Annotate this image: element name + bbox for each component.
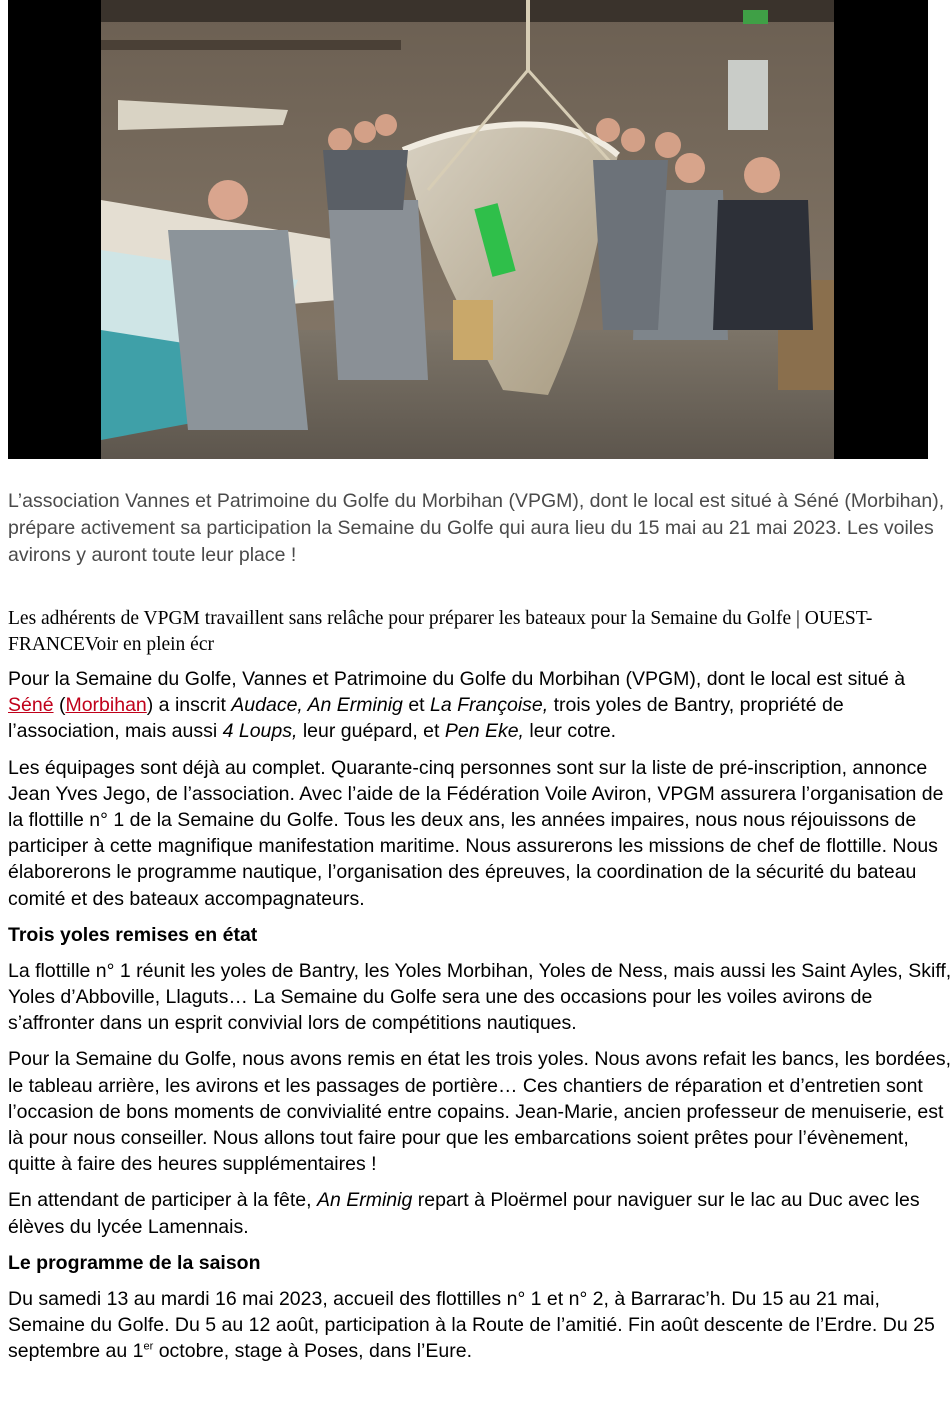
paragraph-repairs: Pour la Semaine du Golfe, nous avons remis en état les trois yoles. Nous avons refait les bancs, les bordées, le tableau arrière, les avirons et les passages de portière… Ces chantiers de réparation et d’entretien sont l’occasion de bons moments de convivialité entre copains. Jean-Marie, ancien professeur de menuiserie, est là pour nous conseiller. Nous allons tout faire pour que les embarcations soient prêtes pour l’évènement, quitte à faire des heures supplémentaires ! bbox=[8, 1048, 951, 1176]
text-span: octobre, stage à Poses, dans l’Eure. bbox=[153, 1340, 472, 1363]
paragraph-an-erminig bbox=[8, 1187, 952, 1239]
link-sene[interactable]: Séné bbox=[8, 694, 54, 717]
boat-name: Pen Eke, bbox=[444, 720, 524, 743]
section-heading-programme: Le programme de la saison bbox=[8, 1251, 261, 1274]
text-span: ( bbox=[53, 694, 66, 717]
paragraph-flotilla: La flottille n° 1 réunit les yoles de Bantry, les Yoles Morbihan, Yoles de Ness, mais aussi les Saint Ayles, Skiff, Yoles d’Abboville, Llaguts… La Semaine du Golfe sera une des occasions pour les voiles avirons de s’affronter dans un esprit convivial lors de compétitions nautiques. bbox=[8, 959, 952, 1035]
text-span: En attendant de participer à la fête, bbox=[8, 1189, 317, 1212]
boat-names: Audace, An Erminig bbox=[231, 694, 403, 717]
article-headline: Les adhérents de VPGM travaillent sans relâche pour préparer les bateaux pour la Semaine du Golfe | OUEST-FRANCEVoir en plein écr bbox=[8, 608, 873, 655]
boat-workshop-photo bbox=[8, 0, 928, 459]
paragraph-programme bbox=[8, 1286, 952, 1365]
boat-name: 4 Loups, bbox=[222, 720, 298, 743]
text-span: Du samedi 13 au mardi 16 mai 2023, accueil des flottilles n° 1 et n° 2, à Barrarac’h. Du 15 au 21 mai, Semaine du Golfe. Du 5 au 12 août, participation à la Route de l’amitié. Fin août descente de l’Erdre. Du 25 septembre au 1 bbox=[8, 1287, 935, 1363]
paragraph-intro bbox=[8, 666, 952, 745]
section-heading-yoles: Trois yoles remises en état bbox=[8, 923, 258, 946]
photo-illustration bbox=[8, 0, 928, 459]
paragraph-crews: Les équipages sont déjà au complet. Quarante-cinq personnes sont sur la liste de pré-inscription, annonce Jean Yves Jego, de l’association. Avec l’aide de la Fédération Voile Aviron, VPGM assurera l’organisation de la flottille n° 1 de la Semaine du Golfe. Tous les deux ans, les années impaires, nous nous réjouissons de participer à cette magnifique manifestation maritime. Nous assurerons les missions de chef de flottille. Nous élaborerons le programme nautique, l’organisation des épreuves, la coordination de la sécurité du bateau comité et des bateaux accompagnateurs. bbox=[8, 756, 944, 910]
text-span: ) a inscrit bbox=[146, 694, 232, 717]
text-span: leur guépard, et bbox=[297, 720, 445, 743]
text-span: Pour la Semaine du Golfe, Vannes et Patrimoine du Golfe du Morbihan (VPGM), dont le local est situé à bbox=[8, 668, 906, 690]
article-body bbox=[8, 666, 952, 1374]
text-span: trois yoles de Bantry, propriété de l’association, mais aussi bbox=[8, 694, 844, 743]
superscript: er bbox=[143, 1340, 154, 1353]
text-span: repart à Ploërmel pour naviguer sur le lac au Duc avec les élèves du lycée Lamennais. bbox=[8, 1189, 920, 1238]
boat-name: An Erminig bbox=[316, 1189, 413, 1212]
photo-caption: L’association Vannes et Patrimoine du Golfe du Morbihan (VPGM), dont le local est situé à Séné (Morbihan), prépare activement sa participation la Semaine du Golfe qui aura lieu du 15 mai au 21 mai 2023. Les voiles avirons y auront toute leur place ! bbox=[8, 490, 945, 566]
text-span: et bbox=[402, 694, 431, 717]
link-morbihan[interactable]: Morbihan bbox=[65, 694, 147, 717]
boat-name: La Françoise, bbox=[430, 694, 549, 717]
text-span: leur cotre. bbox=[523, 720, 617, 743]
